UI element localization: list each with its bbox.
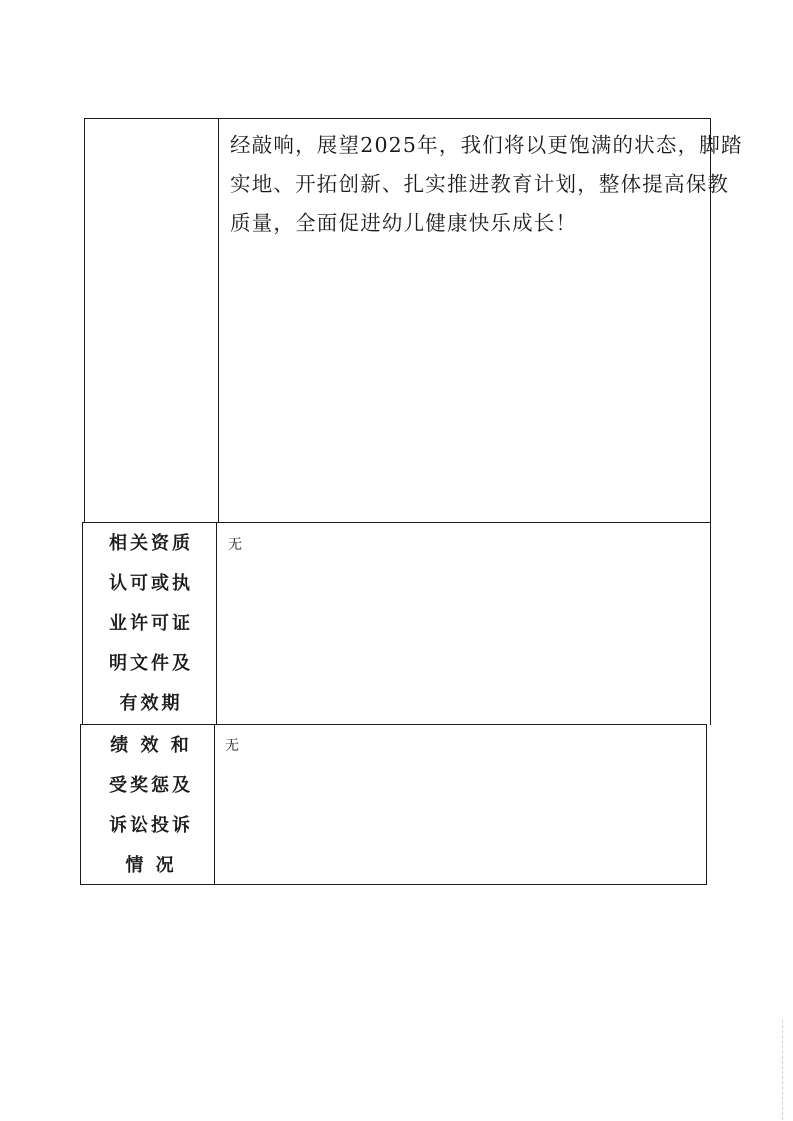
label-line: 受奖惩及 xyxy=(109,775,193,796)
column-divider xyxy=(214,724,215,885)
column-divider xyxy=(218,118,219,523)
label-line: 诉讼投诉 xyxy=(109,815,193,836)
label-line: 情 况 xyxy=(125,855,177,876)
qualification-label xyxy=(92,524,210,724)
label-line: 相关资质 xyxy=(109,533,193,554)
qualification-value: 无 xyxy=(228,537,242,553)
performance-value: 无 xyxy=(225,738,239,754)
label-line: 明文件及 xyxy=(109,653,193,674)
label-line: 绩 效 和 xyxy=(110,735,192,756)
narrative-text xyxy=(230,126,743,243)
label-line: 业许可证 xyxy=(109,613,193,634)
performance-label xyxy=(92,726,210,886)
scan-edge-mark xyxy=(782,1020,783,1120)
narrative-line: 实地、开拓创新、扎实推进教育计划，整体提高保教 xyxy=(230,172,730,196)
label-line: 有效期 xyxy=(119,693,183,714)
narrative-line: 经敲响，展望2025年，我们将以更饱满的状态，脚踏 xyxy=(230,133,743,157)
narrative-line: 质量，全面促进幼儿健康快乐成长！ xyxy=(230,211,578,235)
label-line: 认可或执 xyxy=(109,573,193,594)
column-divider xyxy=(216,522,217,725)
